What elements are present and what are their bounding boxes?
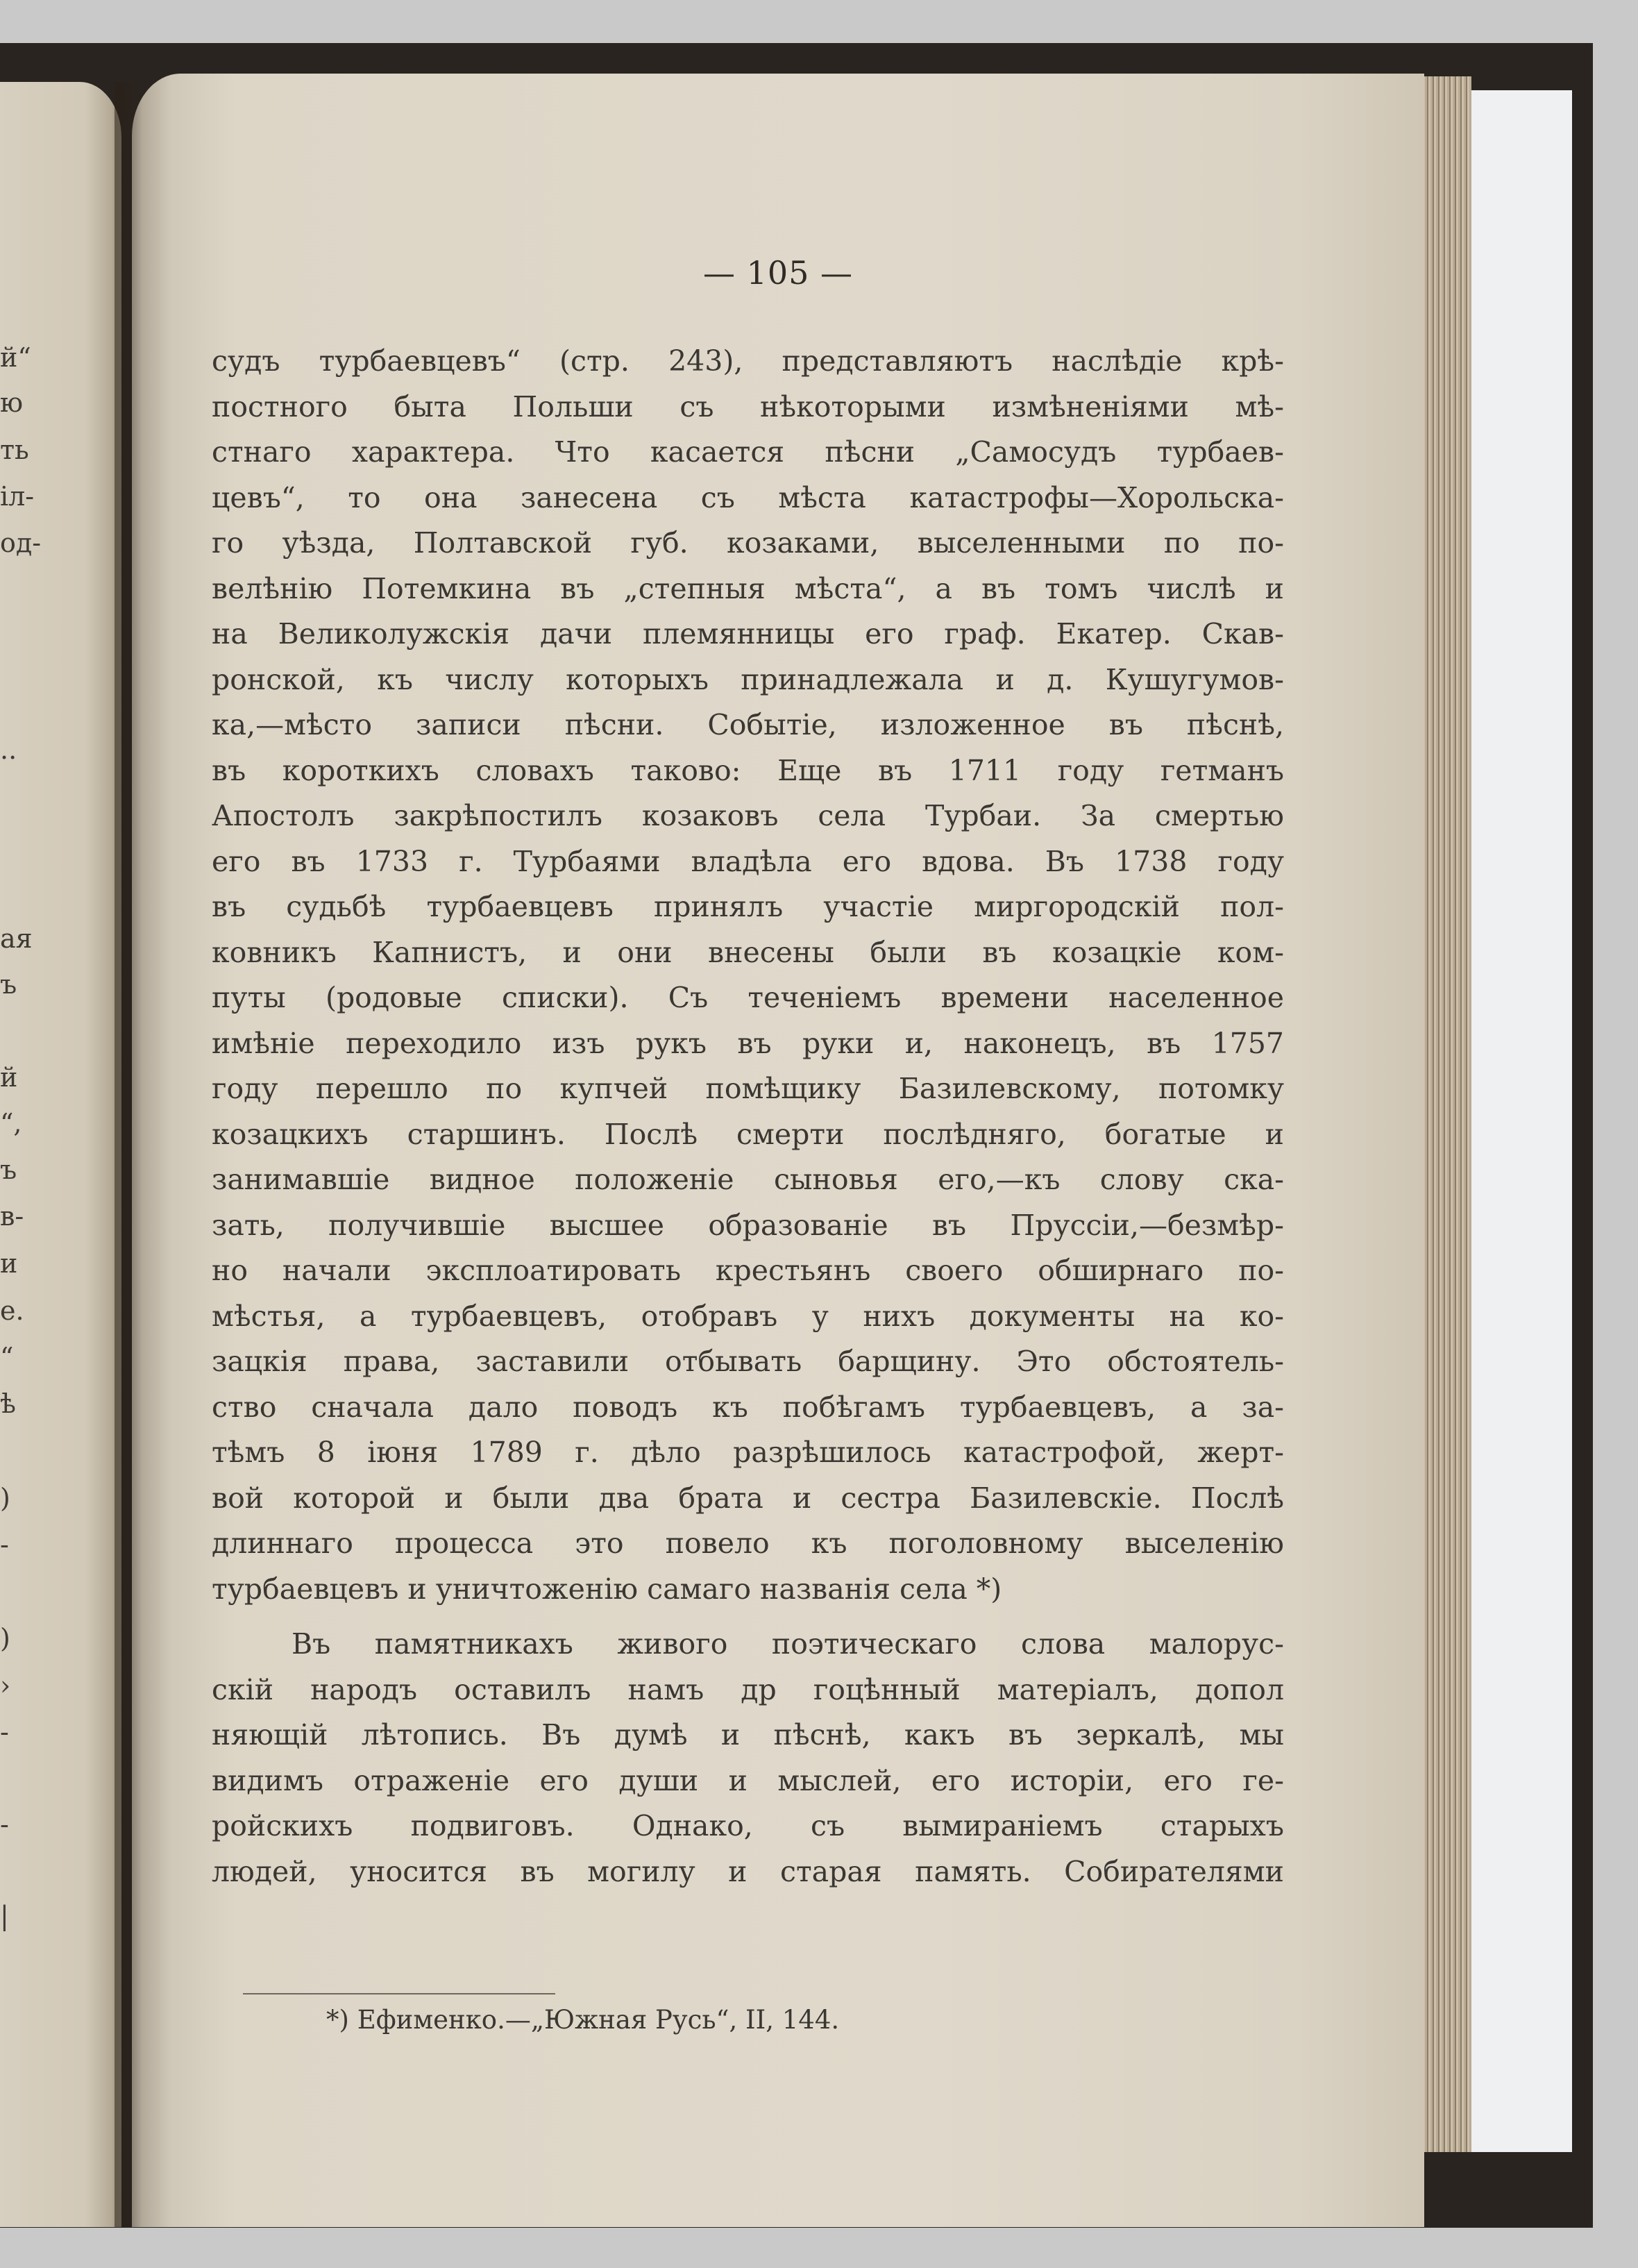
left-fragment: й“ <box>0 342 31 373</box>
text-line: постного быта Польши съ нѣкоторыми измѣненіями мѣ- <box>212 389 1284 423</box>
text-line: няющій лѣтопись. Въ думѣ и пѣснѣ, какъ въ зеркалѣ, мы <box>212 1718 1284 1752</box>
left-fragment: ъ <box>0 969 17 1000</box>
text-line: ка,—мѣсто записи пѣсни. Событіе, изложенное въ пѣснѣ, <box>212 708 1284 741</box>
footnote: *) Ефименко.—„Южная Русь“, II, 144. <box>326 2005 840 2035</box>
text-line: занимавшіе видное положеніе сыновья его,—къ слову ска- <box>212 1163 1284 1196</box>
gutter-shadow <box>115 82 142 2227</box>
left-fragment: .. <box>0 734 17 765</box>
left-fragment: ю <box>0 387 24 418</box>
text-line: ройскихъ подвиговъ. Однако, съ вымираніемъ старыхъ <box>212 1809 1284 1842</box>
text-line: въ судьбѣ турбаевцевъ принялъ участіе миргородскій пол- <box>212 890 1284 923</box>
left-fragment: іл- <box>0 481 35 512</box>
left-fragment: од- <box>0 528 42 558</box>
text-line: но начали эксплоатировать крестьянъ своего обширнаго по- <box>212 1254 1284 1287</box>
left-fragment: | <box>0 1901 9 1931</box>
text-line: цевъ“, то она занесена съ мѣста катастрофы—Хорольска- <box>212 480 1284 514</box>
left-fragment: й <box>0 1062 18 1093</box>
text-line: въ короткихъ словахъ таково: Еще въ 1711 году гетманъ <box>212 753 1284 787</box>
text-line: зать, получившіе высшее образованіе въ Пруссіи,—безмѣр- <box>212 1208 1284 1242</box>
text-line: козацкихъ старшинъ. Послѣ смерти послѣдняго, богатые и <box>212 1117 1284 1151</box>
left-fragment: - <box>0 1717 9 1747</box>
left-fragment: е. <box>0 1295 24 1326</box>
text-line: вой которой и были два брата и сестра Базилевскіе. Послѣ <box>212 1481 1284 1515</box>
text-line: судъ турбаевцевъ“ (стр. 243), представляютъ наслѣдіе крѣ- <box>212 344 1284 378</box>
left-fragment: “ <box>0 1342 14 1372</box>
text-line: турбаевцевъ и уничтоженію самаго названія села *) <box>212 1572 1002 1606</box>
text-line: зацкія права, заставили отбывать барщину. Это обстоятель- <box>212 1345 1284 1378</box>
left-fragment: ая <box>0 923 33 954</box>
text-line: Въ памятникахъ живого поэтическаго слова малорус- <box>292 1627 1284 1661</box>
text-line: ковникъ Капнистъ, и они внесены были въ козацкіе ком- <box>212 935 1284 969</box>
left-fragment: ) <box>0 1483 10 1513</box>
footnote-rule <box>243 1993 555 1994</box>
text-line: ство сначала дало поводъ къ побѣгамъ турбаевцевъ, а за- <box>212 1390 1284 1424</box>
text-line: длиннаго процесса это повело къ поголовному выселенію <box>212 1527 1284 1560</box>
text-line: мѣстья, а турбаевцевъ, отобравъ у нихъ документы на ко- <box>212 1299 1284 1333</box>
left-fragment: “, <box>0 1108 22 1139</box>
text-line: имѣніе переходило изъ рукъ въ руки и, наконецъ, въ 1757 <box>212 1026 1284 1060</box>
scan-margin <box>1471 90 1572 2152</box>
left-fragment: в- <box>0 1201 24 1232</box>
text-line: ронской, къ числу которыхъ принадлежала и д. Кушугумов- <box>212 662 1284 696</box>
text-line: людей, уносится въ могилу и старая память. Собирателями <box>212 1854 1284 1888</box>
left-fragment: - <box>0 1529 9 1560</box>
text-line: скій народъ оставилъ намъ др гоцѣнный матеріалъ, допол <box>212 1672 1284 1706</box>
text-line: Апостолъ закрѣпостилъ козаковъ села Турбаи. За смертью <box>212 799 1284 832</box>
text-line: году перешло по купчей помѣщику Базилевскому, потомку <box>212 1072 1284 1105</box>
left-page-text-fragments <box>0 82 121 2227</box>
text-line: го уѣзда, Полтавской губ. козаками, выселенными по по- <box>212 526 1284 560</box>
page-edges <box>1419 76 1471 2152</box>
page-number: — 105 — <box>702 254 854 292</box>
text-line: видимъ отраженіе его души и мыслей, его исторіи, его ге- <box>212 1763 1284 1797</box>
left-fragment: и <box>0 1248 18 1279</box>
left-fragment: › <box>0 1670 11 1701</box>
text-line: велѣнію Потемкина въ „степныя мѣста“, а въ томъ числѣ и <box>212 571 1284 605</box>
left-fragment: ъ <box>0 1154 17 1185</box>
left-fragment: ) <box>0 1623 10 1654</box>
main-page <box>132 74 1424 2227</box>
left-fragment: ѣ <box>0 1388 16 1419</box>
left-fragment: ть <box>0 435 29 465</box>
text-line: на Великолужскія дачи племянницы его граф. Екатер. Скав- <box>212 617 1284 650</box>
text-line: тѣмъ 8 іюня 1789 г. дѣло разрѣшилось катастрофой, жерт- <box>212 1436 1284 1469</box>
text-line: его въ 1733 г. Турбаями владѣла его вдова. Въ 1738 году <box>212 844 1284 878</box>
body-text <box>212 339 1284 1895</box>
text-line: путы (родовые списки). Съ теченіемъ времени населенное <box>212 981 1284 1014</box>
left-fragment: - <box>0 1809 9 1840</box>
text-line: стнаго характера. Что касается пѣсни „Самосудъ турбаев- <box>212 435 1284 469</box>
left-page <box>0 82 121 2227</box>
